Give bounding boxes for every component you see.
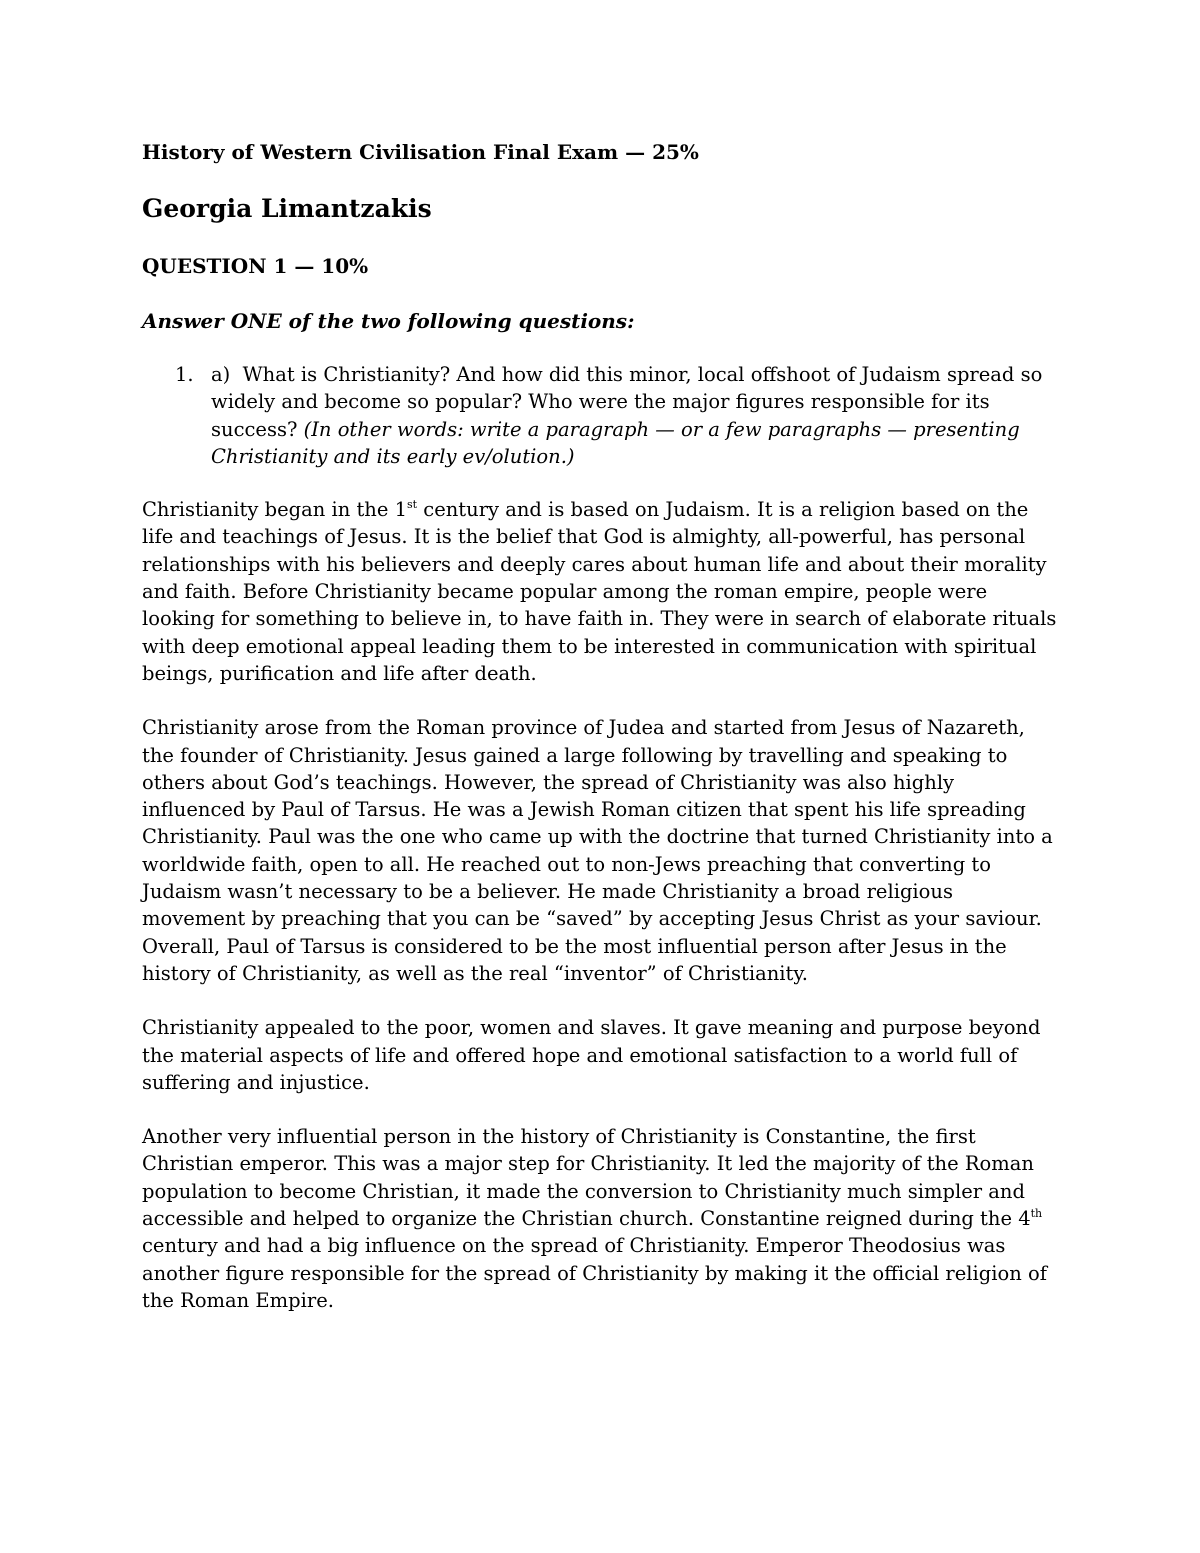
- answer-p1-start: Christianity began in the 1: [142, 498, 408, 522]
- question-number: 1.: [175, 363, 194, 386]
- question-list: [142, 361, 1062, 470]
- ordinal-superscript: th: [1030, 1207, 1043, 1221]
- answer-paragraph-3: Christianity appealed to the poor, women and slaves. It gave meaning and purpose beyond the material aspects of life and offered hope and emotional satisfaction to a world full of suffering and injustice.: [142, 1016, 1041, 1094]
- exam-title: History of Western Civilisation Final Exam — 25%: [142, 140, 699, 164]
- question-heading: QUESTION 1 — 10%: [142, 254, 369, 278]
- instruction-text: Answer ONE of the two following questions:: [142, 309, 635, 333]
- student-name: Georgia Limantzakis: [142, 194, 432, 223]
- question-item: [142, 361, 1062, 470]
- answer-p4-start: Another very influential person in the history of Christianity is Constantine, the first Christian emperor. This was a major step for Christianity. It led the majority of the Roman population to become Christian, it made the conversion to Christianity much simpler and accessible and helped to organize the Christian church. Constantine reigned during the 4: [142, 1125, 1034, 1231]
- ordinal-superscript: st: [407, 498, 418, 512]
- answer-paragraph-1: [142, 496, 1062, 687]
- question-text: [211, 363, 1042, 468]
- document-page: [142, 138, 1062, 1341]
- answer-paragraph-4: [142, 1123, 1062, 1314]
- question-body: What is Christianity? And how did this minor, local offshoot of Judaism spread so widely and become so popular? Who were the major figures responsible for its success?: [211, 363, 1043, 441]
- answer-p1-rest: century and is based on Judaism. It is a religion based on the life and teachings of Jesus. It is the belief that God is almighty, all-powerful, has personal relationships with his believers and deeply cares about human life and about their morality and faith. Before Christianity became popular among the roman empire, people were looking for something to believe in, to have faith in. They were in search of elaborate rituals with deep emotional appeal leading them to be interested in communication with spiritual beings, purification and life after death.: [142, 498, 1057, 685]
- answer-p4-rest: century and had a big influence on the spread of Christianity. Emperor Theodosius was another figure responsible for the spread of Christianity by making it the official religion of the Roman Empire.: [142, 1234, 1047, 1312]
- answer-paragraph-2: Christianity arose from the Roman province of Judea and started from Jesus of Nazareth, the founder of Christianity. Jesus gained a large following by travelling and speaking to others about God’s teachings. However, the spread of Christianity was also highly influenced by Paul of Tarsus. He was a Jewish Roman citizen that spent his life spreading Christianity. Paul was the one who came up with the doctrine that turned Christianity into a worldwide faith, open to all. He reached out to non-Jews preaching that converting to Judaism wasn’t necessary to be a believer. He made Christianity a broad religious movement by preaching that you can be “saved” by accepting Jesus Christ as your saviour. Overall, Paul of Tarsus is considered to be the most influential person after Jesus in the history of Christianity, as well as the real “inventor” of Christianity.: [142, 716, 1053, 985]
- question-part-label: a): [211, 363, 231, 386]
- question-note: (In other words: write a paragraph — or a few paragraphs — presenting Christianity and its early ev/olution.): [211, 417, 1020, 468]
